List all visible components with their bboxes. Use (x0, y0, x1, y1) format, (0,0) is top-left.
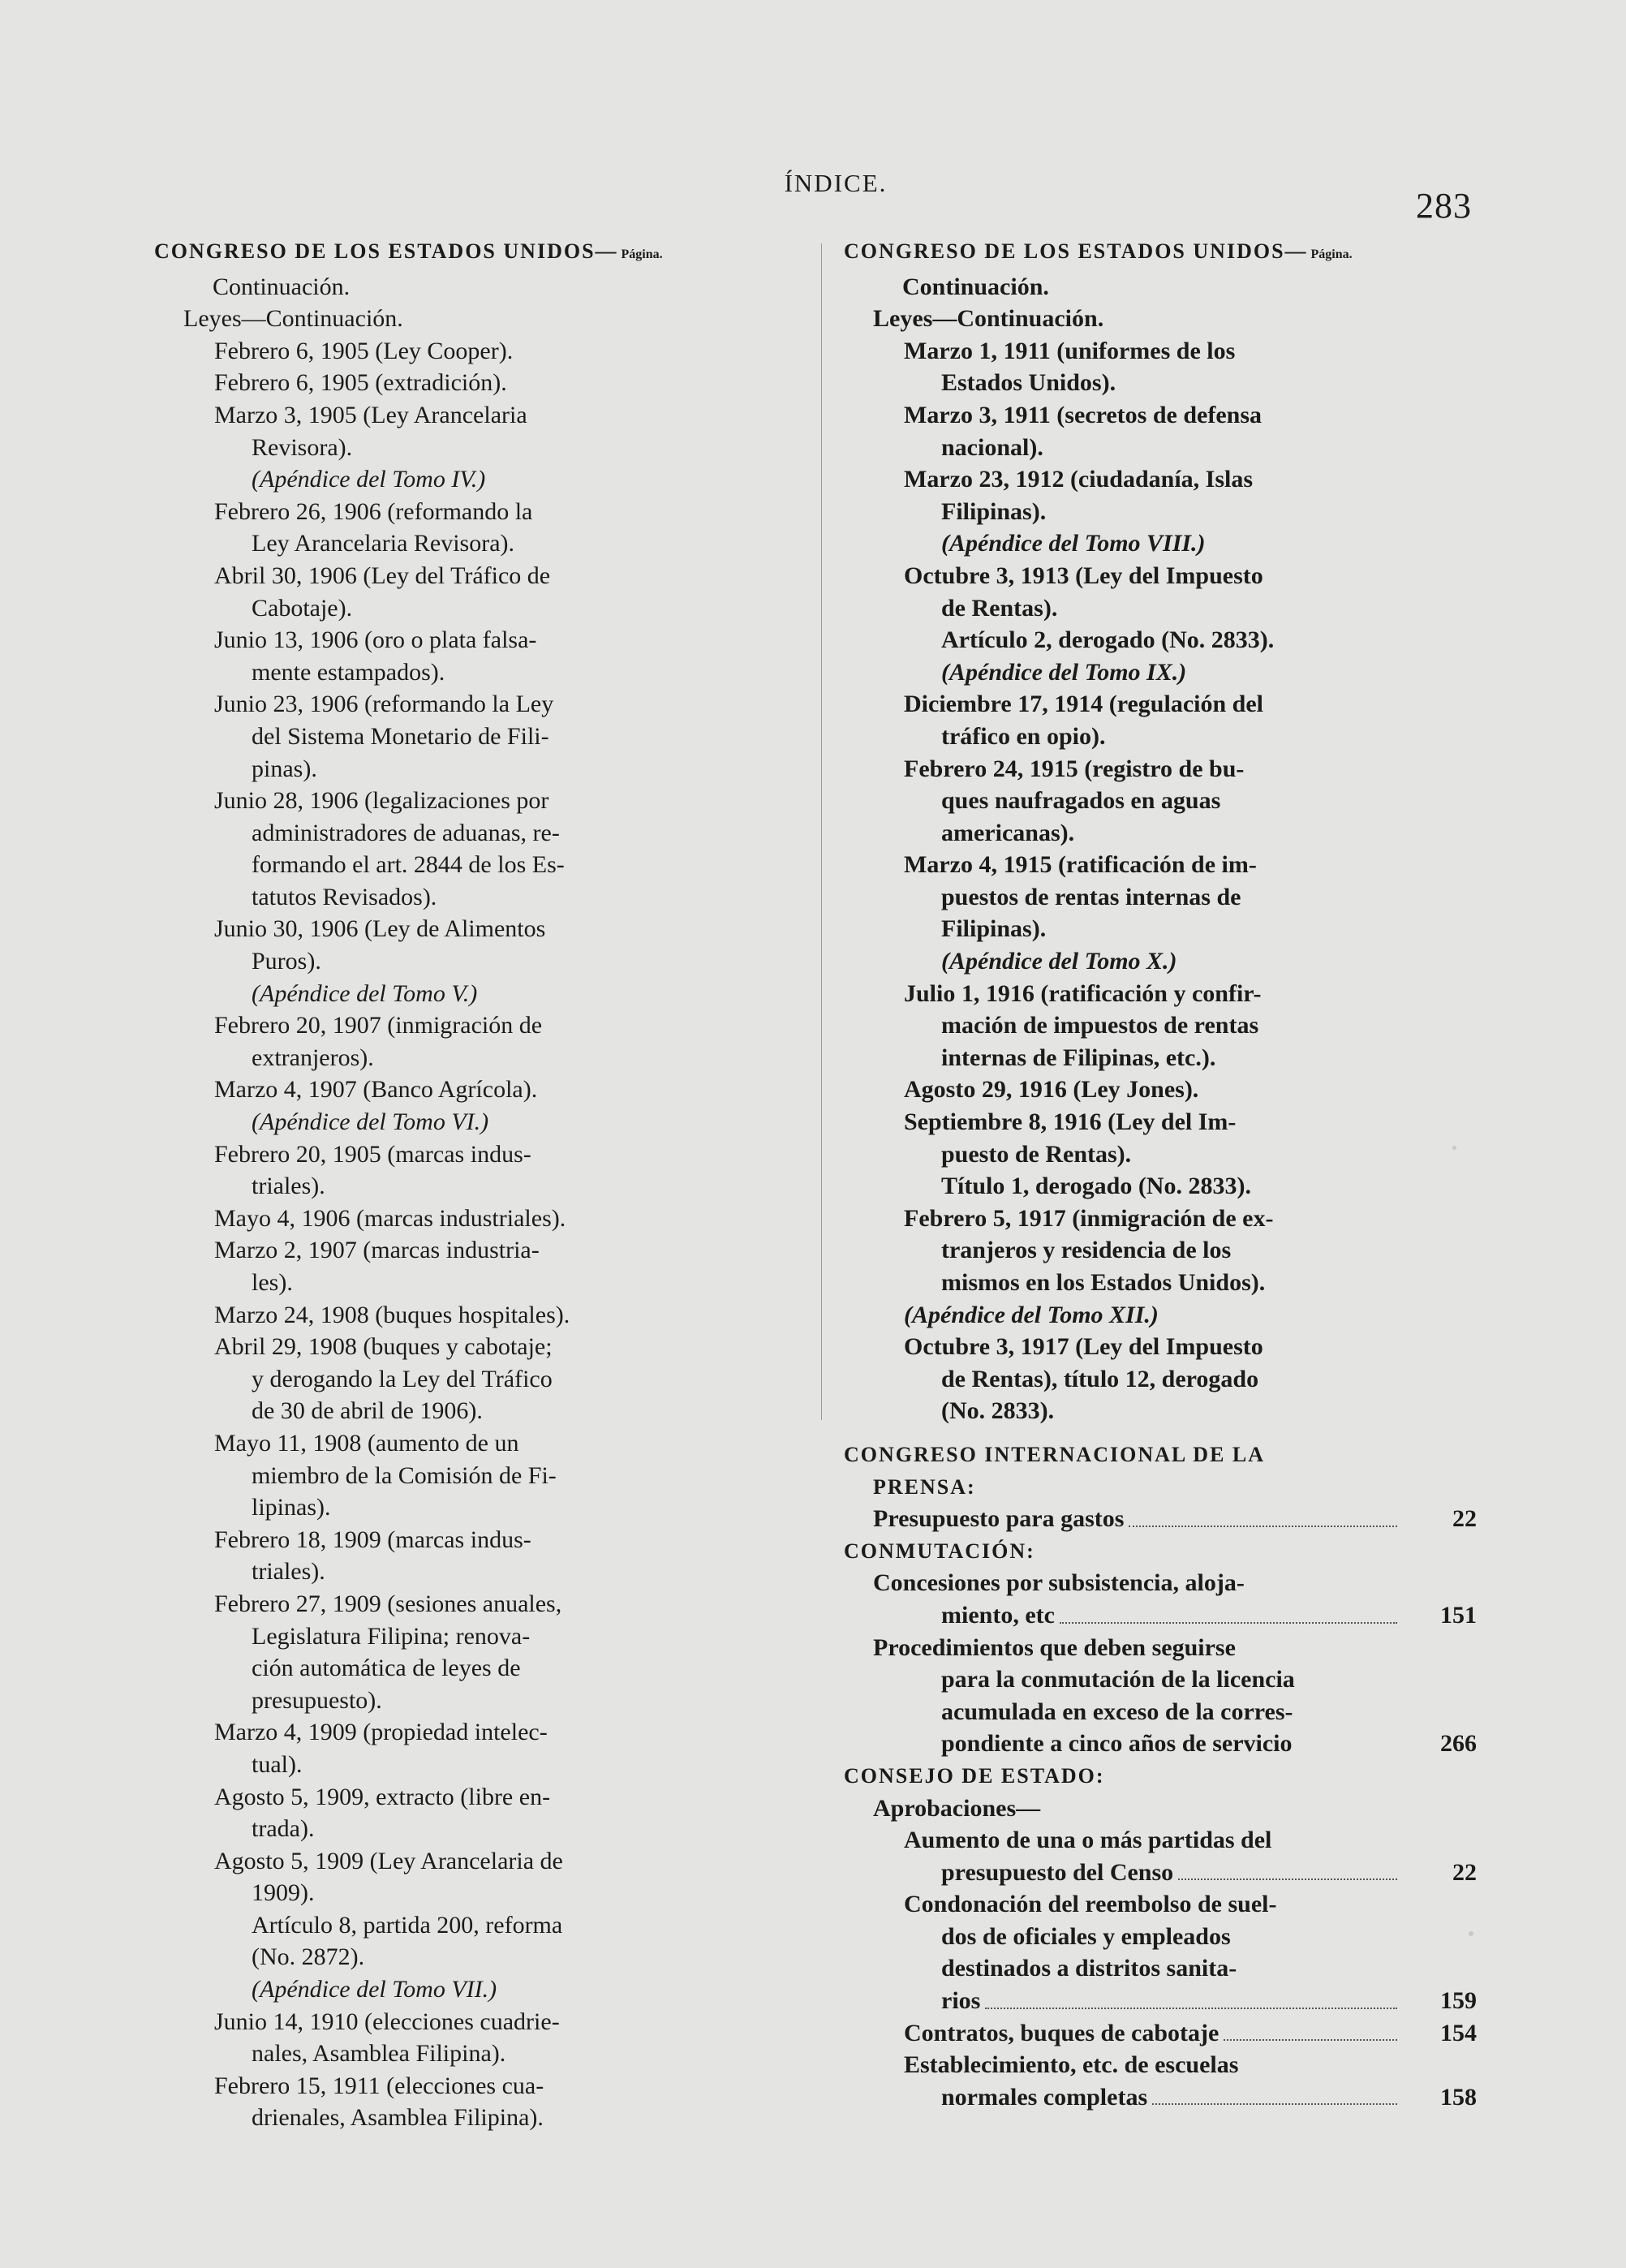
entry-line: Revisora). (252, 433, 353, 461)
entry-line: Febrero 6, 1905 (extradición). (214, 369, 507, 397)
right-column (844, 235, 1477, 2113)
entry-line: nacional). (941, 433, 1043, 461)
congreso-prensa-heading-cont: PRENSA: (873, 1474, 976, 1499)
page-title: ÍNDICE. (784, 169, 888, 197)
entry-line: formando el art. 2844 de los Es- (252, 851, 565, 879)
entry-line: Establecimiento, etc. de escuelas (904, 2051, 1239, 2079)
entry-line: triales). (252, 1173, 325, 1200)
entry-line: acumulada en exceso de la corres- (941, 1698, 1293, 1725)
entry-line: Aumento de una o más partidas del (904, 1827, 1272, 1854)
entry-line: Leyes—Continuación. (873, 305, 1104, 333)
entry-line: de Rentas), título 12, derogado (941, 1365, 1259, 1392)
entry-line: Febrero 6, 1905 (Ley Cooper). (214, 337, 514, 364)
conmutacion-heading: CONMUTACIÓN: (844, 1539, 1035, 1563)
index-entry (844, 1599, 1477, 1632)
index-entry (844, 1728, 1477, 1760)
entry-line: destinados a distritos sanita- (941, 1955, 1237, 1982)
entry-line: triales). (252, 1558, 325, 1586)
entry-line: Agosto 5, 1909 (Ley Arancelaria de (214, 1847, 563, 1874)
section-heading (154, 235, 803, 271)
entry-line: puesto de Rentas). (941, 1140, 1132, 1168)
appendix-note: (Apéndice del Tomo IV.) (252, 466, 486, 493)
entry-line: Cabotaje). (252, 594, 353, 622)
section-heading-text: CONGRESO DE LOS ESTADOS UNIDOS— (844, 239, 1308, 263)
index-entry (844, 1985, 1477, 2017)
entry-line: mente estampados). (252, 658, 445, 686)
entry-line: Condonación del reembolso de suel- (904, 1891, 1277, 1918)
page-number: 283 (1416, 186, 1472, 226)
consejo-heading: CONSEJO DE ESTADO: (844, 1763, 1105, 1788)
entry-line: administradores de aduanas, re- (252, 819, 560, 846)
entry-line: Febrero 24, 1915 (registro de bu- (904, 755, 1245, 782)
entry-line: Febrero 26, 1906 (reformando la (214, 497, 533, 525)
entry-line: Leyes—Continuación. (183, 305, 403, 333)
entry-line: Marzo 2, 1907 (marcas industria- (214, 1237, 540, 1264)
entry-line: Marzo 1, 1911 (uniformes de los (904, 337, 1236, 364)
index-entry (844, 2081, 1477, 2114)
entry-line: Octubre 3, 1913 (Ley del Impuesto (904, 562, 1263, 589)
entry-line: Febrero 15, 1911 (elecciones cua- (214, 2072, 544, 2099)
entry-line: mismos en los Estados Unidos). (941, 1269, 1266, 1296)
appendix-note: (Apéndice del Tomo XII.) (904, 1301, 1159, 1328)
pagina-label: Página. (1310, 247, 1353, 261)
congreso-prensa-heading: CONGRESO INTERNACIONAL DE LA (844, 1442, 1266, 1466)
entry-line: Diciembre 17, 1914 (regulación del (904, 691, 1263, 718)
entry-line: Filipinas). (941, 497, 1047, 525)
entry-line: tranjeros y residencia de los (941, 1237, 1232, 1264)
entry-line: Febrero 18, 1909 (marcas indus- (214, 1526, 531, 1553)
entry-line: drienales, Asamblea Filipina). (252, 2104, 544, 2132)
entry-line: Octubre 3, 1917 (Ley del Impuesto (904, 1333, 1263, 1361)
entry-page: 22 (1452, 1505, 1477, 1533)
entry-page: 266 (1440, 1730, 1477, 1758)
entry-line: Julio 1, 1916 (ratificación y confir- (904, 979, 1262, 1007)
entry-line: Marzo 4, 1907 (Banco Agrícola). (214, 1076, 538, 1104)
entry-line: Continuación. (902, 273, 1049, 300)
entry-line: tatutos Revisados). (252, 883, 437, 910)
entry-line: 1909). (252, 1879, 315, 1907)
entry-line: miembro de la Comisión de Fi- (252, 1461, 557, 1489)
entry-line: Agosto 29, 1916 (Ley Jones). (904, 1076, 1199, 1104)
entry-line: Artículo 2, derogado (No. 2833). (941, 626, 1275, 654)
entry-line: Aprobaciones— (873, 1794, 1041, 1822)
entry-line: Junio 14, 1910 (elecciones cuadrie- (214, 2008, 560, 2035)
entry-line: Puros). (252, 948, 321, 975)
entry-line: Abril 30, 1906 (Ley del Tráfico de (214, 562, 551, 589)
entry-text: Presupuesto para gastos (873, 1505, 1125, 1533)
appendix-note: (Apéndice del Tomo VII.) (252, 1976, 497, 2003)
entry-line: Marzo 4, 1909 (propiedad intelec- (214, 1719, 548, 1746)
entry-text: rios (941, 1987, 981, 2015)
entry-line: (No. 2872). (252, 1943, 365, 1971)
entry-line: del Sistema Monetario de Fili- (252, 722, 549, 750)
pagina-label: Página. (621, 247, 663, 261)
entry-line: tual). (252, 1750, 303, 1778)
right-entries (844, 271, 1477, 1427)
entry-line: internas de Filipinas, etc.). (941, 1044, 1216, 1071)
section-heading-text: CONGRESO DE LOS ESTADOS UNIDOS— (154, 239, 618, 263)
entry-line: para la conmutación de la licencia (941, 1666, 1295, 1693)
entry-line: Febrero 20, 1907 (inmigración de (214, 1012, 543, 1039)
appendix-note: (Apéndice del Tomo IX.) (941, 658, 1187, 686)
entry-line: y derogando la Ley del Tráfico (252, 1365, 553, 1392)
entry-line: Continuación. (213, 273, 351, 300)
entry-line: ción automática de leyes de (252, 1655, 521, 1682)
entry-page: 158 (1440, 2083, 1477, 2111)
entry-page: 151 (1440, 1601, 1477, 1629)
entry-text: normales completas (941, 2083, 1148, 2111)
entry-line: Febrero 5, 1917 (inmigración de ex- (904, 1204, 1274, 1232)
entry-line: Mayo 11, 1908 (aumento de un (214, 1429, 519, 1457)
entry-line: Marzo 3, 1911 (secretos de defensa (904, 401, 1263, 428)
entry-line: pinas). (252, 755, 317, 782)
entry-line: les). (252, 1269, 293, 1296)
appendix-note: (Apéndice del Tomo VIII.) (941, 530, 1206, 557)
entry-line: Marzo 23, 1912 (ciudadanía, Islas (904, 466, 1254, 493)
entry-text: pondiente a cinco años de servicio (941, 1730, 1293, 1758)
entry-line: Junio 13, 1906 (oro o plata falsa- (214, 626, 537, 654)
entry-line: Junio 28, 1906 (legalizaciones por (214, 787, 549, 815)
entry-line: Título 1, derogado (No. 2833). (941, 1173, 1251, 1200)
entry-line: Septiembre 8, 1916 (Ley del Im- (904, 1108, 1237, 1136)
appendix-note: (Apéndice del Tomo V.) (252, 979, 478, 1007)
entry-line: Estados Unidos). (941, 369, 1116, 397)
entry-line: ques naufragados en aguas (941, 787, 1221, 815)
entry-line: nales, Asamblea Filipina). (252, 2040, 506, 2068)
index-entry (844, 2017, 1477, 2050)
entry-line: Febrero 20, 1905 (marcas indus- (214, 1140, 531, 1168)
section-heading (844, 235, 1477, 271)
entry-line: lipinas). (252, 1494, 331, 1521)
entry-line: Mayo 4, 1906 (marcas industriales). (214, 1204, 566, 1232)
entry-line: (No. 2833). (941, 1397, 1055, 1425)
entry-line: Procedimientos que deben seguirse (873, 1633, 1236, 1661)
entry-line: Marzo 3, 1905 (Ley Arancelaria (214, 401, 527, 428)
entry-line: Artículo 8, partida 200, reforma (252, 1911, 563, 1939)
entry-line: Marzo 4, 1915 (ratificación de im- (904, 851, 1257, 879)
entry-line: de 30 de abril de 1906). (252, 1397, 483, 1425)
entry-page: 22 (1452, 1858, 1477, 1886)
entry-text: miento, etc (941, 1601, 1055, 1629)
scan-speck (1452, 1146, 1456, 1150)
entry-line: Agosto 5, 1909, extracto (libre en- (214, 1783, 551, 1810)
entry-line: Filipinas). (941, 915, 1047, 943)
entry-line: mación de impuestos de rentas (941, 1012, 1259, 1039)
entry-line: presupuesto). (252, 1686, 382, 1714)
entry-text: Contratos, buques de cabotaje (904, 2019, 1220, 2046)
entry-line: puestos de rentas internas de (941, 883, 1241, 910)
entry-line: Abril 29, 1908 (buques y cabotaje; (214, 1333, 553, 1361)
entry-line: Legislatura Filipina; renova- (252, 1622, 531, 1650)
scan-speck (982, 1315, 986, 1319)
entry-line: dos de oficiales y empleados (941, 1922, 1231, 1950)
entry-line: trada). (252, 1815, 315, 1843)
entry-line: Junio 30, 1906 (Ley de Alimentos (214, 915, 546, 943)
appendix-note: (Apéndice del Tomo X.) (941, 948, 1177, 975)
entry-page: 154 (1440, 2019, 1477, 2046)
appendix-note: (Apéndice del Tomo VI.) (252, 1108, 489, 1136)
entry-text: presupuesto del Censo (941, 1858, 1174, 1886)
entry-line: extranjeros). (252, 1044, 374, 1071)
entry-line: Ley Arancelaria Revisora). (252, 530, 515, 557)
index-entry (844, 1503, 1477, 1535)
index-entry (844, 1857, 1477, 1889)
left-entries (154, 271, 803, 2134)
entry-line: Junio 23, 1906 (reformando la Ley (214, 691, 554, 718)
entry-line: tráfico en opio). (941, 722, 1106, 750)
column-divider (821, 243, 822, 1420)
scan-speck (1469, 1931, 1473, 1936)
left-column (154, 235, 803, 2134)
entry-line: Febrero 27, 1909 (sesiones anuales, (214, 1590, 562, 1617)
entry-page: 159 (1440, 1987, 1477, 2015)
entry-line: Marzo 24, 1908 (buques hospitales). (214, 1301, 570, 1328)
entry-line: de Rentas). (941, 594, 1058, 622)
entry-line: Concesiones por subsistencia, aloja- (873, 1569, 1245, 1597)
entry-line: americanas). (941, 819, 1075, 846)
